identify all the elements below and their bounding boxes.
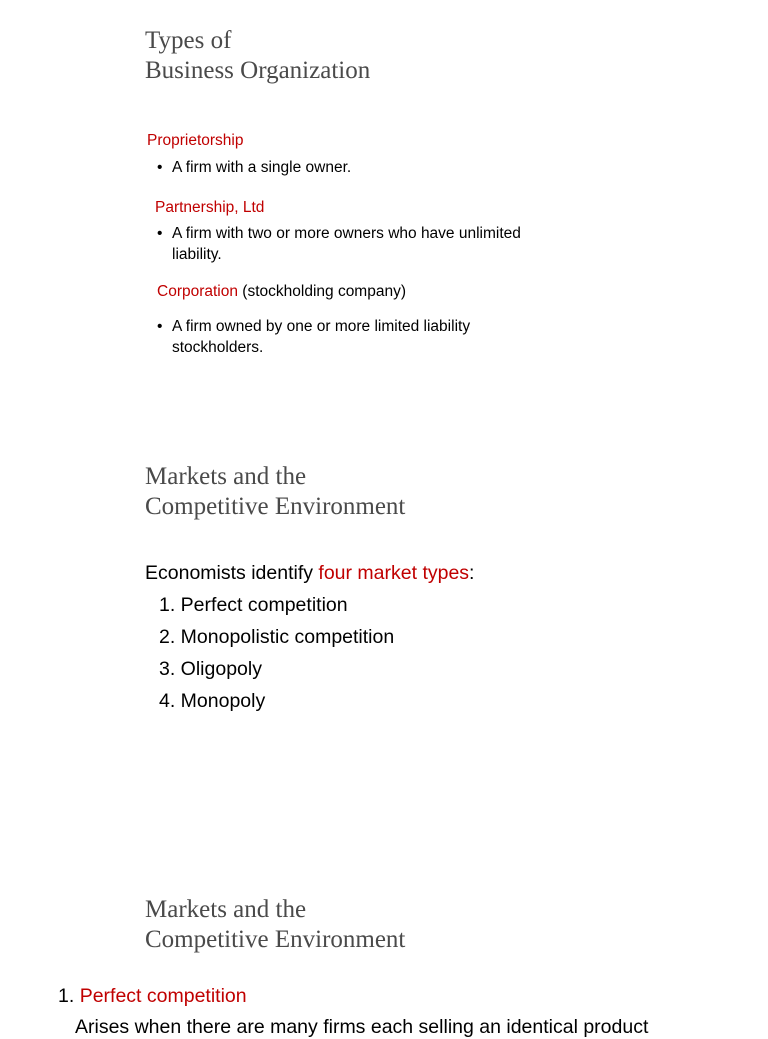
proprietorship-heading: Proprietorship [147,132,244,149]
slide1-title-line2: Business Organization [145,57,371,84]
slide2-title-line1: Markets and the [145,463,307,490]
corporation-text-line2: stockholders. [172,339,264,356]
list-item: 3. Oligopoly [159,658,262,680]
bullet-dot: • [157,318,163,335]
slide2-title-line2: Competitive Environment [145,493,406,520]
proprietorship-text: A firm with a single owner. [172,159,352,176]
corporation-label: Corporation [157,283,238,300]
partnership-bullet [157,223,521,265]
slide3-title-line1: Markets and the [145,896,307,923]
slide1-title [145,26,370,86]
cut-off-text: Arises when there are many firms each selling an identical product [75,1016,649,1038]
item-highlight: Perfect competition [79,985,247,1007]
intro-highlight: four market types [318,562,470,584]
bullet-dot: • [157,159,163,176]
partnership-heading: Partnership, Ltd [155,199,265,216]
partnership-text-line2: liability. [172,246,222,263]
list-item: 2. Monopolistic competition [159,626,395,648]
intro-suffix: : [469,562,475,584]
slide2-title [145,462,405,522]
proprietorship-bullet [157,157,352,178]
intro-prefix: Economists identify [145,562,319,584]
corporation-bullet [157,316,471,358]
partnership-text-line1: A firm with two or more owners who have unlimited [172,225,521,242]
corporation-text-line1: A firm owned by one or more limited liability [172,318,471,335]
list-item: 4. Monopoly [159,690,266,712]
slide3-title [145,895,405,955]
slide1-title-line1: Types of [145,27,232,54]
item-number: 1. [58,985,80,1007]
list-item: 1. Perfect competition [159,594,348,616]
perfect-competition-heading [58,984,247,1008]
corporation-heading [157,281,406,302]
corporation-suffix: (stockholding company) [238,283,406,300]
market-types-intro [145,561,474,585]
slide3-title-line2: Competitive Environment [145,926,406,953]
bullet-dot: • [157,225,163,242]
